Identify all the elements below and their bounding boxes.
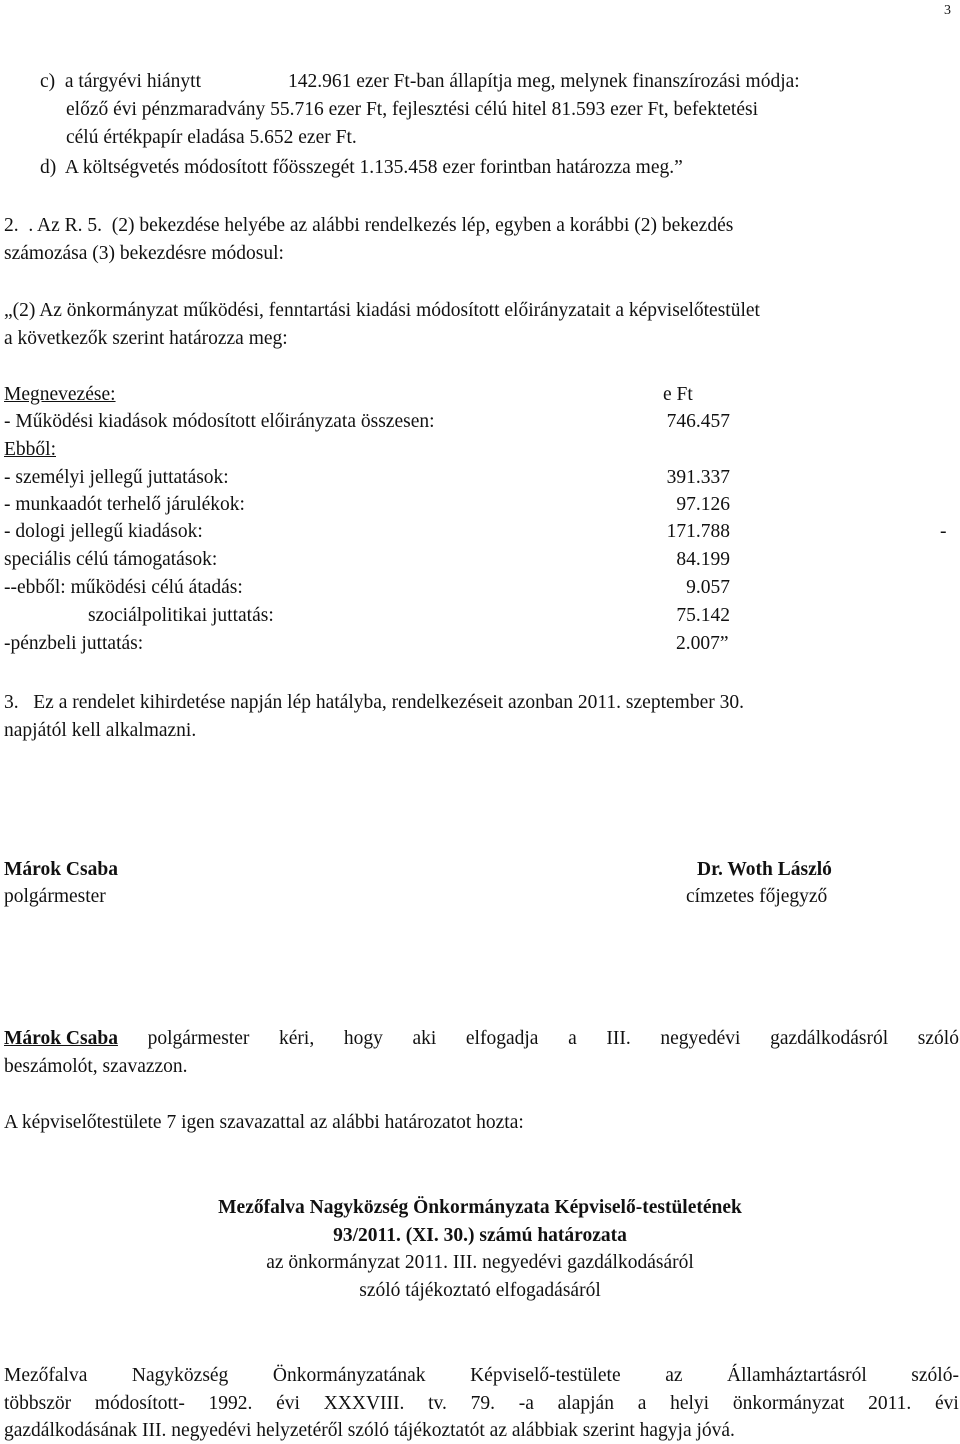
- budget-row-value: 84.199: [676, 549, 730, 570]
- signature-right-title: címzetes főjegyző: [686, 886, 828, 907]
- budget-row-label: speciális célú támogatások:: [4, 549, 218, 570]
- resolution-subtitle-1: az önkormányzat 2011. III. negyedévi gazdálkodásáról: [266, 1252, 694, 1273]
- vote-request-line1: Márok Csaba polgármester kéri, hogy aki elfogadja a III. negyedévi gazdálkodásról szóló: [4, 1028, 959, 1049]
- speaker-name: Márok Csaba: [4, 1028, 118, 1049]
- budget-of-which: Ebből:: [4, 439, 56, 460]
- budget-header-unit: e Ft: [663, 384, 693, 405]
- resolution-title-1: Mezőfalva Nagyközség Önkormányzata Képviselő-testületének: [218, 1197, 742, 1218]
- budget-header-label: Megnevezése:: [4, 384, 116, 405]
- closing-line2: többször módosított- 1992. évi XXXVIII. tv. 79. -a alapján a helyi önkormányzat 2011. évi: [4, 1393, 959, 1414]
- budget-total-label: - Működési kiadások módosított előirányzata összesen:: [4, 411, 435, 432]
- budget-row-label: -pénzbeli juttatás:: [4, 633, 144, 654]
- closing-line3: gazdálkodásának III. negyedévi helyzetéről szóló tájékoztatót az alábbiak szerint hagyja jóvá.: [4, 1420, 735, 1441]
- budget-row-value: 9.057: [686, 577, 730, 598]
- budget-row-value: 97.126: [676, 494, 730, 515]
- trailing-dash: -: [940, 521, 947, 542]
- vote-request-line2: beszámolót, szavazzon.: [4, 1056, 188, 1077]
- budget-row-value: 171.788: [666, 521, 730, 542]
- quote-line1: „(2) Az önkormányzat működési, fenntartási kiadási módosított előirányzatait a képviselőtestület: [4, 300, 760, 321]
- item-c-text: 142.961 ezer Ft-ban állapítja meg, melynek finanszírozási módja:: [288, 71, 800, 92]
- closing-line1: Mezőfalva Nagyközség Önkormányzatának Képviselő-testülete az Államháztartásról szóló-: [4, 1365, 959, 1386]
- item-d: d) A költségvetés módosított főösszegét 1.135.458 ezer forintban határozza meg.”: [40, 157, 683, 178]
- signature-left-name: Márok Csaba: [4, 859, 118, 880]
- budget-total-value: 746.457: [666, 411, 730, 432]
- budget-row-label: - személyi jellegű juttatások:: [4, 467, 229, 488]
- item-c-label: c) a tárgyévi hiánytt: [40, 71, 201, 92]
- budget-row-label: --ebből: működési célú átadás:: [4, 577, 243, 598]
- budget-row-value: 2.007”: [676, 633, 729, 654]
- budget-row-value: 391.337: [666, 467, 730, 488]
- quote-line2: a következők szerint határozza meg:: [4, 328, 288, 349]
- budget-row-label: szociálpolitikai juttatás:: [88, 605, 274, 626]
- budget-row-label: - dologi jellegű kiadások:: [4, 521, 203, 542]
- signature-right-name: Dr. Woth László: [697, 859, 832, 880]
- resolution-title-2: 93/2011. (XI. 30.) számú határozata: [333, 1225, 627, 1246]
- section-2-line2: számozása (3) bekezdésre módosul:: [4, 243, 284, 264]
- item-c-line2: előző évi pénzmaradvány 55.716 ezer Ft, fejlesztési célú hitel 81.593 ezer Ft, befektetési: [66, 99, 758, 120]
- item-c-line3: célú értékpapír eladása 5.652 ezer Ft.: [66, 127, 357, 148]
- vote-result: A képviselőtestülete 7 igen szavazattal az alábbi határozatot hozta:: [4, 1112, 524, 1133]
- section-3-line1: 3. Ez a rendelet kihirdetése napján lép hatályba, rendelkezéseit azonban 2011. szeptember 30.: [4, 692, 744, 713]
- signature-left-title: polgármester: [4, 886, 106, 907]
- section-3-line2: napjától kell alkalmazni.: [4, 720, 197, 741]
- page-number: 3: [944, 3, 951, 18]
- section-2-line1: 2. . Az R. 5. (2) bekezdése helyébe az alábbi rendelkezés lép, egyben a korábbi (2) bekezdés: [4, 215, 734, 236]
- budget-row-value: 75.142: [676, 605, 730, 626]
- resolution-subtitle-2: szóló tájékoztató elfogadásáról: [359, 1280, 601, 1301]
- budget-row-label: - munkaadót terhelő járulékok:: [4, 494, 245, 515]
